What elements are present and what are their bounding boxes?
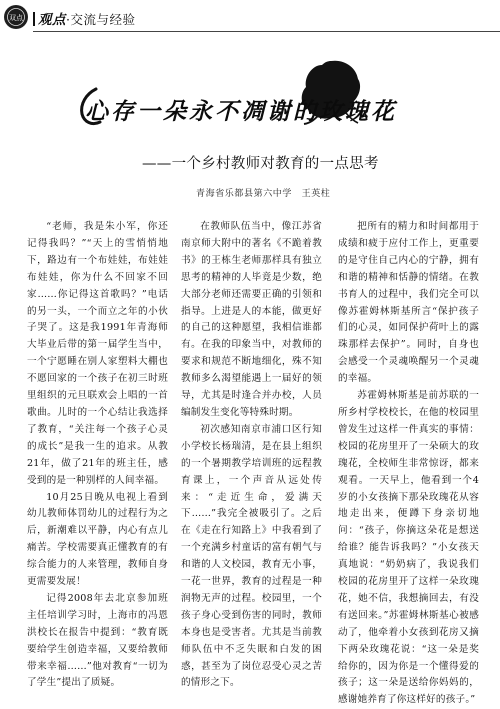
- section-label: [33, 8, 135, 28]
- text-column-3: [338, 219, 479, 706]
- text-column-1: [27, 219, 168, 689]
- section-rest: ·交流与经验: [66, 12, 136, 27]
- section-strong: 观点: [38, 12, 66, 28]
- paragraph: 初次感知南京市浦口区行知小学校长杨瑞清，是在县上组织的一个暑期教学培训班的远程教育课上，一个声音从远处传来：“走近生命，爱满天下……”我完全被吸引了。之后在《走在行知路上》中我看到了一个充满乡村童话的富有朝气与和谐的人文校园，教育无小事，一花一世界，教育的过程是一种润物无声的过程。校园里，一个孩子身心受到伤害的同时，教师本身也是受害者。尤其是当前教师队伍中不乏失眠和白发的困惑，甚至为了岗位忍受心灵之苦的情形之下。: [181, 423, 322, 689]
- paragraph: 把所有的精力和时间都用于成绩和疲于应付工作上，更重要的是守住自己内心的宁静，拥有和谐的精神和恬静的情绪。在教书育人的过程中，我们完全可以像苏霍姆林斯基所言“保护孩子们的心灵，如同保护荷叶上的露珠那样去保护”。同时，自身也会感受一个灵魂唤醒另一个灵魂的幸福。: [338, 221, 479, 385]
- paragraph: 苏霍姆林斯基是前苏联的一所乡村学校校长，在他的校园里曾发生过这样一件真实的事情：校园的花房里开了一朵硕大的玫瑰花，全校师生非常惊讶，都来观看。一天早上，他看到一个4岁的小女孩摘下那朵玫瑰花从容地走出来，便蹲下身亲切地问：“孩子，你摘这朵花是想送给谁？能告诉我吗？”小女孩天真地说：“奶奶病了，我说我们校园的花房里开了这样一朵玫瑰花，她不信，我想摘回去，有没有送回来。”苏霍姆林斯基心被感动了，他牵着小女孩到花房又摘下两朵玫瑰花说：“这一朵是奖给你的，因为你是一个懂得爱的孩子；这一朵是送给你妈妈的，感谢她养育了你这样好的孩子。”: [338, 390, 479, 706]
- paragraph: 在教师队伍当中，像江苏省南京师大附中的著名《不跪着教书》的王栋生老师那样具有独立思考的精神的人毕竟是少数，绝大部分老师还需要正确的引领和指导。上进是人的本能，做更好的自己的这种愿望，我相信谁都有。在我的印象当中，对教师的要求和规范不断地细化，殊不知教师多么渴望能遇上一届好的领导，尤其是时逢合并办校，人员编制发生变化等特殊时期。: [181, 221, 322, 418]
- page-header: [0, 0, 500, 34]
- paragraph: 记得2008年去北京参加班主任培训学习时，上海市的冯恩洪校长在报告中提到：“教育既要给学生创造幸福，又要给教师带来幸福……”他对教育“一切为了学生”提出了质疑。: [27, 592, 168, 689]
- header-divider: [33, 31, 500, 32]
- paragraph: “老师，我是朱小军，你还记得我吗？”“天上的雪悄悄地下，路边有一个布娃娃，布娃娃布娃娃，你为什么不回家不回家……你记得这首歌吗？”电话的另一头，一个而立之年的小伙子哭了。这是我1991年青海师大毕业后带的第一届学生当中，一个宁愿睡在别人家塑料大棚也不愿回家的一个孩子在初三时班里组织的元旦联欢会上唱的一首歌曲。儿时的一个心结让我选择了教育，“关注每一个孩子心灵的成长”是我一生的追求。从教21年，做了21年的班主任，感受到的是一种别样的人间幸福。: [27, 221, 168, 486]
- article-subtitle: ——一个乡村教师对教育的一点思考: [142, 156, 379, 172]
- text-column-2: [181, 219, 322, 689]
- article-title: 心存一朵永不凋谢的玫瑰花: [85, 98, 397, 125]
- paragraph: 10月25日晚从电视上看到幼儿教师体罚幼儿的过程行为之后，新潮难以平静，内心有点儿痛苦。学校需要真正懂教育的有综合能力的人来管理，教师自身更需要发展！: [27, 491, 168, 588]
- article-author: 青海省乐都县第六中学 王英柱: [196, 189, 331, 199]
- magazine-logo-icon: [4, 5, 28, 29]
- logo-text: 双点: [9, 14, 23, 22]
- section-bar: [33, 12, 35, 26]
